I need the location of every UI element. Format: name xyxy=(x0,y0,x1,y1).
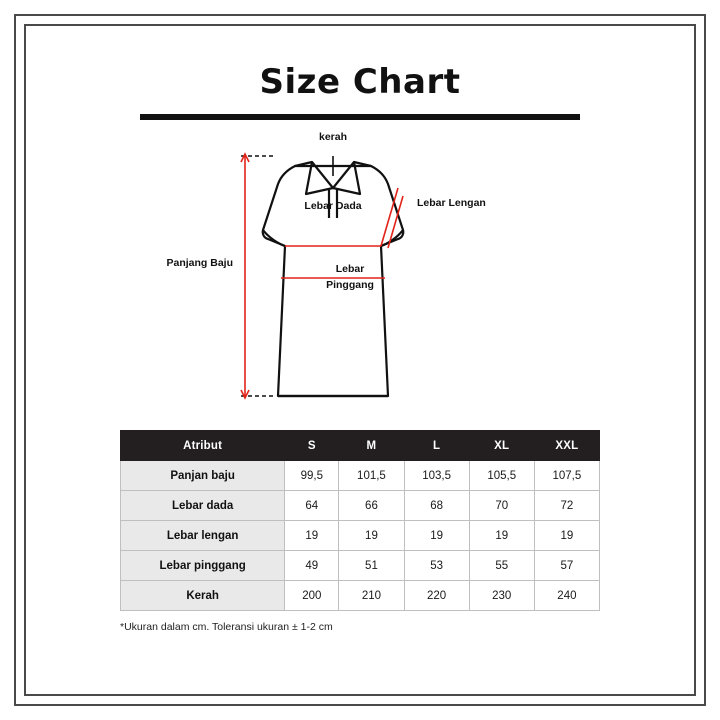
label-length: Panjang Baju xyxy=(166,257,233,269)
table-row xyxy=(121,551,600,581)
cell-xxl: 57 xyxy=(534,551,599,581)
cell-s: 99,5 xyxy=(285,461,339,491)
measurement-note: *Ukuran dalam cm. Toleransi ukuran ± 1-2 cm xyxy=(120,621,333,633)
cell-xl: 105,5 xyxy=(469,461,534,491)
cell-m: 101,5 xyxy=(339,461,404,491)
table-header-row xyxy=(121,431,600,461)
label-chest: Lebar Dada xyxy=(304,200,362,212)
cell-l: 19 xyxy=(404,521,469,551)
label-waist-line1: Lebar xyxy=(335,263,365,275)
cell-s: 49 xyxy=(285,551,339,581)
label-waist-line2: Pinggang xyxy=(326,279,374,291)
col-header-xl: XL xyxy=(469,431,534,461)
col-header-attribute: Atribut xyxy=(121,431,285,461)
cell-s: 64 xyxy=(285,491,339,521)
cell-m: 66 xyxy=(339,491,404,521)
cell-xl: 19 xyxy=(469,521,534,551)
title-divider xyxy=(140,114,580,120)
table-row xyxy=(121,521,600,551)
cell-xl: 230 xyxy=(469,581,534,611)
table-row xyxy=(121,461,600,491)
cell-s: 19 xyxy=(285,521,339,551)
cell-xl: 55 xyxy=(469,551,534,581)
table-row xyxy=(121,491,600,521)
cell-m: 51 xyxy=(339,551,404,581)
cell-xxl: 107,5 xyxy=(534,461,599,491)
col-header-m: M xyxy=(339,431,404,461)
row-attribute: Lebar pinggang xyxy=(121,551,285,581)
cell-xxl: 240 xyxy=(534,581,599,611)
label-collar: kerah xyxy=(318,131,348,143)
col-header-l: L xyxy=(404,431,469,461)
cell-s: 200 xyxy=(285,581,339,611)
cell-xxl: 72 xyxy=(534,491,599,521)
cell-l: 103,5 xyxy=(404,461,469,491)
cell-xl: 70 xyxy=(469,491,534,521)
row-attribute: Lebar lengan xyxy=(121,521,285,551)
length-bracket xyxy=(241,156,276,396)
cell-xxl: 19 xyxy=(534,521,599,551)
table-header xyxy=(121,431,600,461)
cell-m: 19 xyxy=(339,521,404,551)
collar-detail xyxy=(323,156,343,176)
cell-l: 220 xyxy=(404,581,469,611)
label-sleeve: Lebar Lengan xyxy=(417,197,486,209)
col-header-xxl: XXL xyxy=(534,431,599,461)
cell-m: 210 xyxy=(339,581,404,611)
table-body xyxy=(121,461,600,611)
table-row xyxy=(121,581,600,611)
row-attribute: Kerah xyxy=(121,581,285,611)
page-content xyxy=(40,40,680,680)
length-arrow xyxy=(241,154,249,398)
row-attribute: Lebar dada xyxy=(121,491,285,521)
cell-l: 68 xyxy=(404,491,469,521)
size-table-container xyxy=(120,430,600,611)
garment-diagram xyxy=(40,126,680,426)
garment-illustration xyxy=(145,126,575,416)
col-header-s: S xyxy=(285,431,339,461)
size-table xyxy=(120,430,600,611)
cell-l: 53 xyxy=(404,551,469,581)
row-attribute: Panjan baju xyxy=(121,461,285,491)
page-title: Size Chart xyxy=(259,62,461,102)
